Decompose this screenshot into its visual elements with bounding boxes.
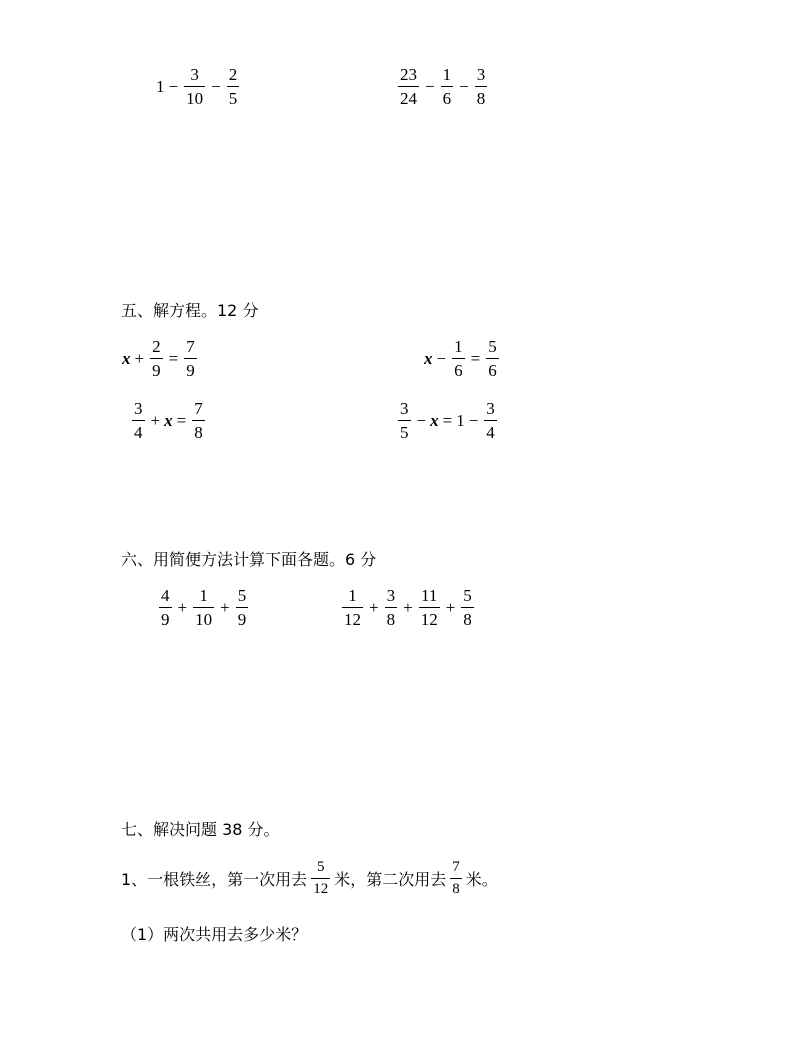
fraction-numerator: 3 (486, 399, 495, 418)
operator: = (176, 410, 187, 430)
operator: + (177, 597, 188, 617)
operator: + (403, 597, 413, 617)
fraction (227, 66, 240, 107)
expression-6-1 (157, 587, 250, 628)
operator: − (468, 410, 479, 430)
section-6-heading: 六、用简便方法计算下面各题。6 分 (121, 550, 377, 569)
expression-4-2 (396, 66, 489, 107)
fraction (132, 400, 145, 441)
fraction (452, 338, 465, 379)
fraction-denominator: 8 (461, 607, 474, 628)
fraction-numerator: 23 (400, 65, 417, 84)
fraction-numerator: 1 (348, 586, 357, 605)
problem-1-fraction-1 (311, 860, 330, 897)
fraction-denominator: 9 (159, 607, 172, 628)
operator: − (459, 76, 469, 96)
fraction-denominator: 8 (385, 607, 398, 628)
fraction-numerator: 5 (237, 586, 247, 605)
fraction-denominator: 12 (342, 607, 363, 628)
fraction-denominator: 6 (441, 86, 454, 107)
fraction-denominator: 8 (192, 420, 205, 441)
fraction-denominator: 9 (236, 607, 249, 628)
equation-5-2 (424, 338, 501, 379)
fraction-denominator: 10 (193, 607, 214, 628)
fraction-numerator: 2 (152, 337, 161, 356)
fraction (461, 587, 474, 628)
fraction (236, 587, 249, 628)
variable: x (122, 348, 131, 368)
fraction (184, 338, 197, 379)
fraction-numerator: 3 (190, 65, 199, 84)
fraction-numerator: 5 (488, 337, 497, 356)
fraction-denominator: 10 (184, 86, 205, 107)
expression-6-2 (340, 587, 476, 628)
fraction-denominator: 12 (311, 878, 330, 897)
fraction (193, 587, 214, 628)
fraction (475, 66, 488, 107)
fraction (398, 66, 419, 107)
fraction-denominator: 5 (398, 420, 411, 441)
equation-5-4 (396, 400, 499, 441)
fraction-denominator: 8 (450, 878, 462, 897)
fraction (398, 400, 411, 441)
operator: = (168, 348, 179, 368)
problem-1-text-b: 米，第二次用去 (334, 870, 447, 889)
fraction-denominator: 8 (475, 86, 488, 107)
fraction (159, 587, 172, 628)
fraction-denominator: 4 (132, 420, 145, 441)
variable: x (164, 410, 173, 430)
operator: − (425, 76, 435, 96)
number: 1 (456, 410, 465, 430)
equation-5-3 (130, 400, 207, 441)
problem-1-subquestion-1: （1）两次共用去多少米？ (121, 925, 308, 944)
operator: = (470, 348, 481, 368)
operator: + (445, 597, 456, 617)
problem-1-text-c: 米。 (465, 870, 498, 889)
operator: + (369, 597, 379, 617)
section-5-heading: 五、解方程。12 分 (121, 301, 259, 320)
fraction-numerator: 11 (421, 586, 438, 605)
fraction-numerator: 1 (442, 65, 452, 84)
problem-1-fraction-2 (450, 860, 462, 897)
operator: − (168, 76, 179, 96)
fraction-numerator: 3 (134, 399, 143, 418)
fraction-numerator: 7 (186, 337, 195, 356)
fraction (385, 587, 398, 628)
fraction (419, 587, 440, 628)
operator: = (442, 410, 453, 430)
problem-1 (121, 860, 498, 897)
fraction-numerator: 5 (463, 586, 472, 605)
fraction-numerator: 3 (386, 586, 396, 605)
fraction-denominator: 6 (486, 358, 499, 379)
fraction-numerator: 2 (228, 65, 238, 84)
fraction (342, 587, 363, 628)
operator: + (220, 597, 230, 617)
operator: + (134, 348, 145, 368)
fraction-numerator: 1 (199, 586, 208, 605)
operator: − (416, 410, 427, 430)
fraction-numerator: 1 (454, 337, 463, 356)
operator: − (436, 348, 447, 368)
fraction-denominator: 4 (484, 420, 497, 441)
fraction-numerator: 7 (452, 859, 460, 875)
fraction (192, 400, 205, 441)
fraction-numerator: 3 (400, 399, 409, 418)
fraction-numerator: 7 (194, 399, 203, 418)
fraction-numerator: 5 (316, 859, 325, 875)
section-7-heading: 七、解决问题 38 分。 (121, 820, 280, 839)
number: 1 (156, 76, 165, 96)
fraction (486, 338, 499, 379)
operator: − (211, 76, 221, 96)
fraction (150, 338, 163, 379)
fraction-numerator: 4 (161, 586, 170, 605)
fraction-denominator: 12 (419, 607, 440, 628)
expression-4-1 (156, 66, 241, 107)
fraction-denominator: 6 (452, 358, 465, 379)
fraction-denominator: 9 (150, 358, 163, 379)
operator: + (150, 410, 161, 430)
variable: x (430, 410, 439, 430)
fraction-denominator: 5 (227, 86, 240, 107)
fraction (184, 66, 205, 107)
variable: x (424, 348, 433, 368)
fraction-denominator: 24 (398, 86, 419, 107)
equation-5-1 (122, 338, 199, 379)
fraction-numerator: 3 (476, 65, 486, 84)
fraction (441, 66, 454, 107)
fraction (484, 400, 497, 441)
fraction-denominator: 9 (184, 358, 197, 379)
problem-1-text-a: 1、一根铁丝，第一次用去 (121, 870, 308, 889)
